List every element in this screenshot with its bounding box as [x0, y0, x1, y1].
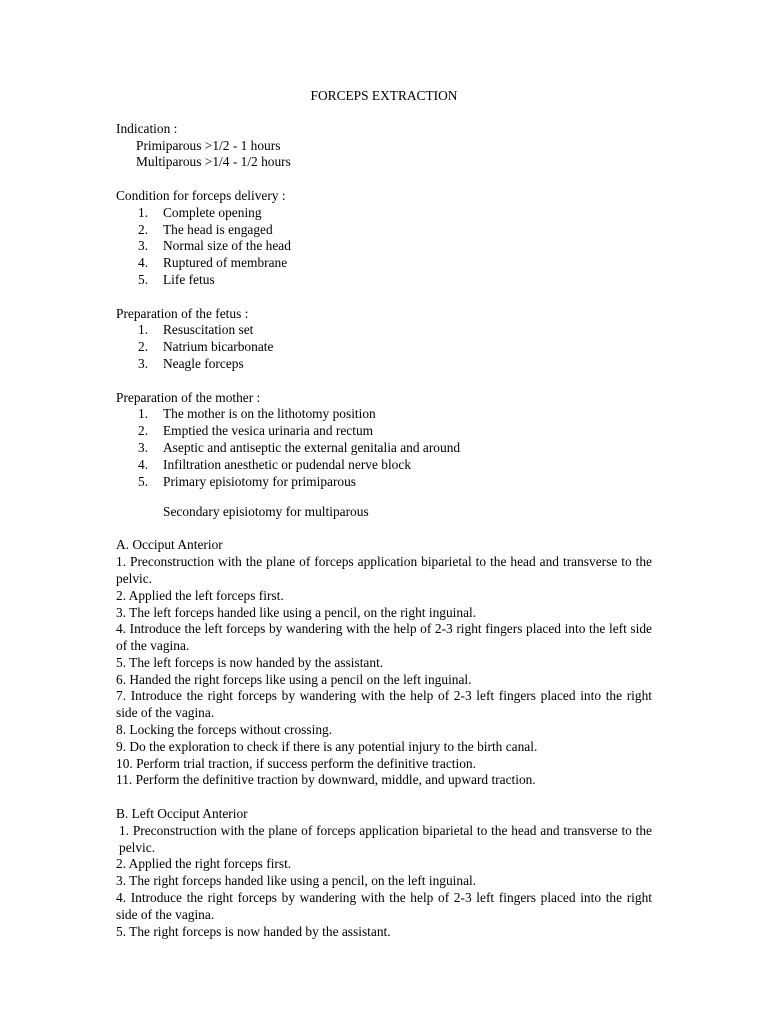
list-number: 1.	[138, 322, 149, 338]
list-text: The mother is on the lithotomy position	[163, 406, 376, 422]
section-a	[116, 537, 652, 789]
indication-line: Multiparous >1/4 - 1/2 hours	[136, 154, 291, 170]
condition-section	[116, 188, 652, 289]
list-item	[116, 255, 652, 272]
list-number: 5.	[138, 271, 149, 287]
list-item	[116, 474, 652, 491]
list-item	[116, 272, 652, 289]
indication-heading: Indication :	[116, 120, 178, 136]
list-item	[116, 406, 652, 423]
step-paragraph: 7. Introduce the right forceps by wandering with the help of 2-3 left fingers placed into the right side of the vagina.	[116, 688, 652, 721]
section-b-heading: B. Left Occiput Anterior	[116, 806, 248, 822]
prep-fetus-list	[116, 322, 652, 372]
step-paragraph: 4. Introduce the right forceps by wandering with the help of 2-3 left fingers placed into the right side of the vagina.	[116, 890, 652, 922]
step-paragraph: 11. Perform the definitive traction by downward, middle, and upward traction.	[116, 772, 536, 788]
list-number: 3.	[138, 355, 149, 371]
list-number: 4.	[138, 456, 149, 472]
list-number: 5.	[138, 473, 149, 489]
prep-fetus-heading: Preparation of the fetus :	[116, 305, 249, 321]
list-number: 2.	[138, 221, 149, 237]
list-item	[116, 339, 652, 356]
condition-list	[116, 205, 652, 289]
list-text: Ruptured of membrane	[163, 255, 288, 271]
prep-fetus-section	[116, 306, 652, 373]
list-continuation: Secondary episiotomy for multiparous	[163, 503, 369, 519]
list-item	[116, 238, 652, 255]
step-paragraph: 6. Handed the right forceps like using a pencil on the left inguinal.	[116, 671, 472, 687]
list-text: Neagle forceps	[163, 355, 244, 371]
step-paragraph: 2. Applied the right forceps first.	[116, 856, 292, 872]
list-text: Natrium bicarbonate	[163, 339, 274, 355]
list-text: Aseptic and antiseptic the external genitalia and around	[163, 439, 461, 455]
list-text: Resuscitation set	[163, 322, 254, 338]
step-paragraph: 8. Locking the forceps without crossing.	[116, 722, 333, 738]
condition-heading: Condition for forceps delivery :	[116, 187, 286, 203]
list-number: 2.	[138, 423, 149, 439]
step-paragraph: 4. Introduce the left forceps by wandering with the help of 2-3 right fingers placed into the left side of the vagina.	[116, 621, 652, 654]
list-text: Primary episiotomy for primiparous	[163, 473, 357, 489]
step-paragraph: 3. The left forceps handed like using a pencil, on the right inguinal.	[116, 604, 477, 620]
section-b	[116, 806, 652, 940]
list-item	[116, 440, 652, 457]
list-text: Normal size of the head	[163, 238, 291, 254]
list-item	[116, 356, 652, 373]
list-number: 3.	[138, 439, 149, 455]
list-item	[116, 222, 652, 239]
step-paragraph: 1. Preconstruction with the plane of forceps application biparietal to the head and transverse to the pelvic.	[119, 822, 652, 855]
list-item	[116, 322, 652, 339]
list-item	[116, 457, 652, 474]
list-text: Life fetus	[163, 271, 215, 287]
document-page	[116, 88, 652, 957]
step-paragraph: 5. The right forceps is now handed by the assistant.	[116, 923, 391, 939]
list-number: 3.	[138, 238, 149, 254]
step-paragraph: 10. Perform trial traction, if success perform the definitive traction.	[116, 755, 476, 771]
list-text: Complete opening	[163, 204, 262, 220]
list-text: The head is engaged	[163, 221, 273, 237]
prep-mother-list	[116, 406, 652, 490]
list-item	[116, 423, 652, 440]
list-number: 2.	[138, 339, 149, 355]
step-paragraph: 2. Applied the left forceps first.	[116, 587, 284, 603]
document-title: FORCEPS EXTRACTION	[310, 88, 458, 103]
step-paragraph: 9. Do the exploration to check if there is any potential injury to the birth canal.	[116, 738, 538, 754]
step-paragraph: 5. The left forceps is now handed by the assistant.	[116, 654, 384, 670]
list-text: Emptied the vesica urinaria and rectum	[163, 423, 374, 439]
prep-mother-section	[116, 390, 652, 521]
list-item	[116, 205, 652, 222]
prep-mother-heading: Preparation of the mother :	[116, 389, 261, 405]
step-paragraph: 1. Preconstruction with the plane of forceps application biparietal to the head and transverse to the pelvic.	[116, 554, 652, 586]
indication-section	[116, 121, 652, 171]
step-paragraph: 3. The right forceps handed like using a pencil, on the left inguinal.	[116, 873, 477, 889]
list-text: Infiltration anesthetic or pudendal nerve block	[163, 456, 412, 472]
list-number: 4.	[138, 255, 149, 271]
list-number: 1.	[138, 204, 149, 220]
indication-line: Primiparous >1/2 - 1 hours	[136, 137, 281, 153]
list-number: 1.	[138, 406, 149, 422]
section-a-heading: A. Occiput Anterior	[116, 537, 223, 553]
